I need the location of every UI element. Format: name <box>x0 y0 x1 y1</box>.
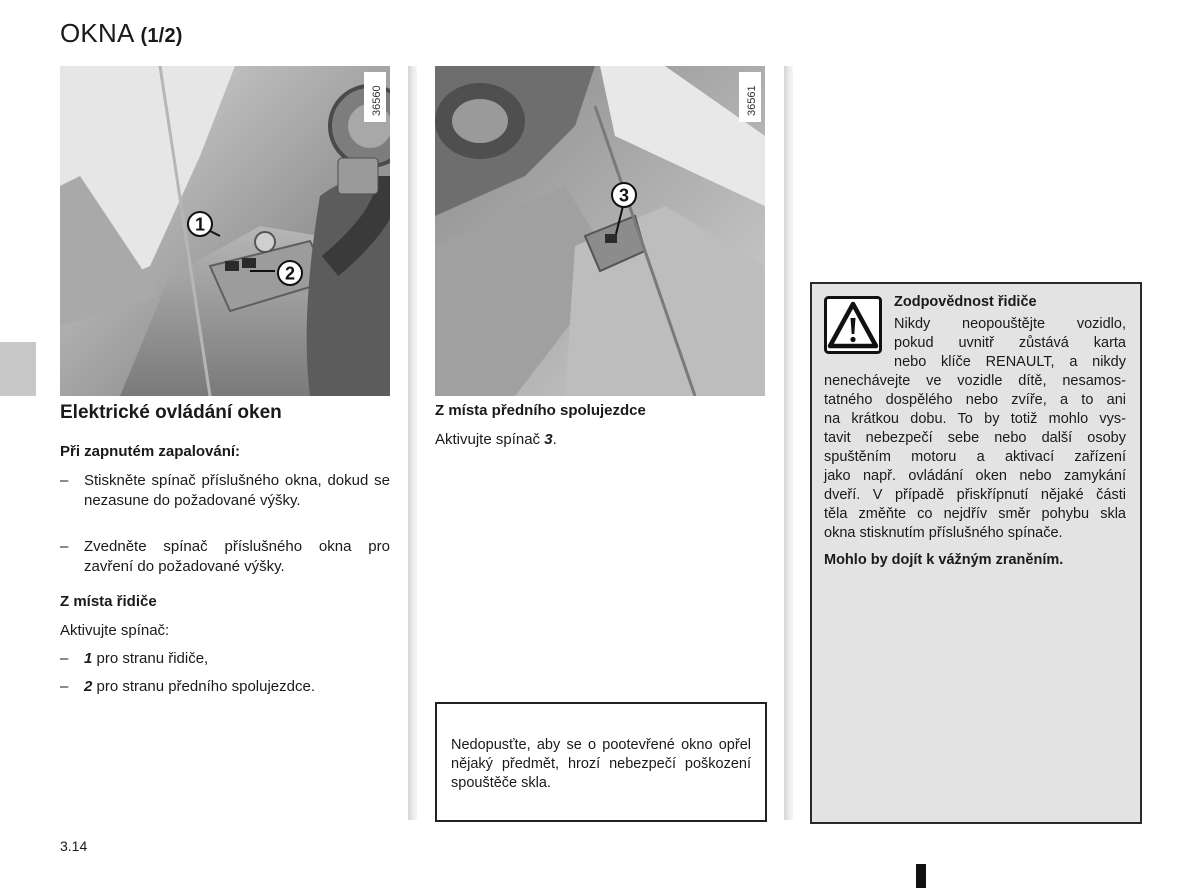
driver-subheading: Z místa řidiče <box>60 593 157 610</box>
page-number: 3.14 <box>60 838 88 854</box>
section-tab <box>0 342 36 396</box>
callout-3: 3 <box>618 185 630 206</box>
warning-emphasis: Mohlo by dojít k vážným zraněním. <box>824 552 1064 568</box>
warning-icon <box>824 296 882 354</box>
list-item: – 1 pro stranu řidiče, <box>60 650 209 667</box>
callout-2: 2 <box>284 263 296 284</box>
warning-text-top: Nikdy neopouštějte vozidlo, pokud uvnitř zůstává karta nebo klíče RENAULT, a nikdy <box>894 316 1126 370</box>
switch-number: 1 <box>84 650 93 667</box>
warning-box <box>810 282 1142 824</box>
ignition-subheading: Při zapnutém zapalování: <box>60 443 241 460</box>
figure-driver-switches <box>60 66 390 396</box>
switch-number: 2 <box>84 678 93 695</box>
section-heading: Elektrické ovládání oken <box>60 402 282 423</box>
list-item: – 2 pro stranu předního spolujezdce. <box>60 678 315 695</box>
page-title: OKNA (1/2) <box>60 18 183 48</box>
passenger-subheading: Z místa předního spolujezdce <box>435 402 646 419</box>
column-divider <box>408 66 417 820</box>
figure-passenger-switch <box>435 66 765 396</box>
switch-number: 3 <box>544 431 553 448</box>
note-text: Nedopusťte, aby se o pootevřené okno opřel nějaký předmět, hrozí nebezpečí poškození spouštěče skla. <box>451 737 751 791</box>
column-divider <box>784 66 793 820</box>
passenger-instruction: Aktivujte spínač 3. <box>435 431 557 448</box>
warning-text-body: nenechávejte ve vozidle dítě, nesamos- tatného dospělého nebo zvíře, a to ani na krátkou dobu. To by totiž mohlo vys- tavit nebezpečí sebe nebo další osoby spuštěním motoru a aktivací zařízení jako např. ovládání oken nebo zamykání dveří. V případě přiskřípnutí nějaké části těla změňte co nejdřív směr pohybu skla okna stisknutím příslušného spínače. <box>824 373 1126 541</box>
page-part: (1/2) <box>140 25 183 47</box>
list-item: – Stiskněte spínač příslušného okna, dokud se nezasune do požadované výšky. <box>60 472 390 509</box>
list-item: – Zvedněte spínač příslušného okna pro zavření do požadované výšky. <box>60 538 390 575</box>
note-box <box>435 702 767 822</box>
callout-1: 1 <box>194 214 206 235</box>
page-edge-marker <box>916 864 926 888</box>
figure-ref: 36560 <box>371 85 383 116</box>
warning-title: Zodpovědnost řidiče <box>894 294 1037 310</box>
driver-intro: Aktivujte spínač: <box>60 622 170 639</box>
figure-ref: 36561 <box>746 85 758 116</box>
